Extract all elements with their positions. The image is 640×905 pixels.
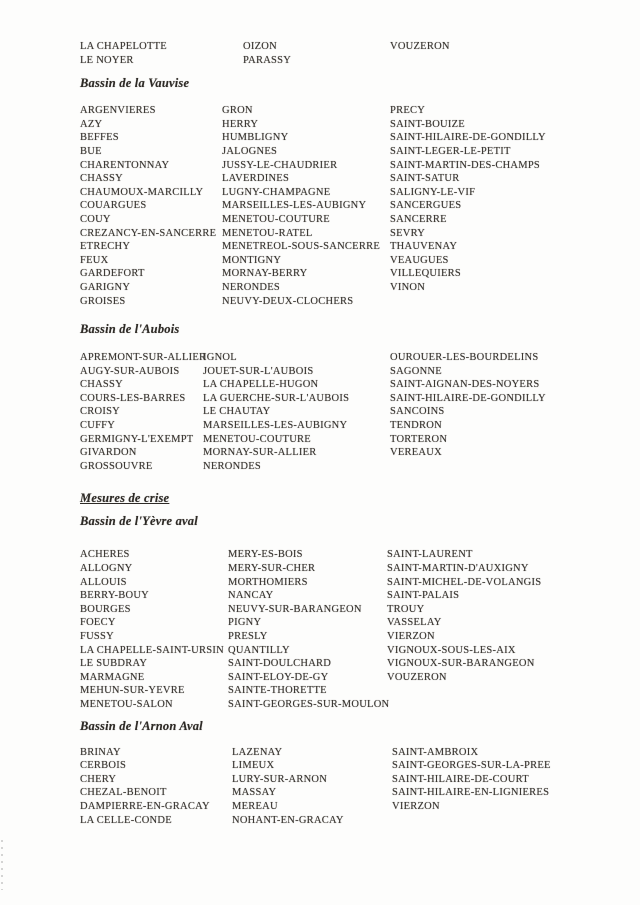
commune-name: ACHERES [80, 549, 130, 561]
commune-name: BOURGES [80, 603, 131, 615]
commune-name: VEAUGUES [390, 254, 449, 266]
commune-name: COUY [80, 213, 111, 225]
commune-name: ALLOUIS [80, 576, 127, 588]
commune-name: SAINT-LEGER-LE-PETIT [390, 145, 511, 157]
commune-name: LAVERDINES [222, 173, 290, 185]
intro-column-1 [80, 40, 243, 67]
commune-name: LA CHAPELOTTE [80, 41, 167, 52]
commune-name: SEVRY [390, 227, 426, 239]
crisis-measures-heading: Mesures de crise [80, 491, 170, 506]
commune-name: PRECY [390, 105, 426, 117]
commune-name: MEREAU [232, 800, 278, 812]
commune-name: SAINT-PALAIS [387, 590, 460, 602]
commune-name: SALIGNY-LE-VIF [390, 186, 476, 198]
section-heading-yevre-aval: Bassin de l'Yèvre aval [80, 514, 198, 529]
commune-name: HERRY [222, 118, 259, 130]
commune-name: LE CHAUTAY [203, 406, 271, 418]
commune-name: OUROUER-LES-BOURDELINS [390, 352, 539, 364]
commune-name: LIMEUX [232, 760, 275, 772]
commune-name: FOECY [80, 617, 116, 629]
commune-name: MARSEILLES-LES-AUBIGNY [222, 200, 367, 212]
commune-name: GRON [222, 105, 253, 117]
commune-name: MONTIGNY [222, 254, 282, 266]
commune-name: GARIGNY [80, 281, 131, 293]
commune-name: SAGONNE [390, 365, 442, 377]
commune-name: MARSEILLES-LES-AUBIGNY [203, 420, 348, 432]
commune-name: CHERY [80, 773, 117, 785]
commune-name: VIERZON [387, 631, 435, 642]
commune-name: MENETOU-SALON [80, 698, 173, 710]
commune-name: SANCERGUES [390, 200, 462, 212]
commune-name: PIGNY [228, 617, 262, 629]
arnon-column-1 [80, 746, 232, 828]
commune-name: JALOGNES [222, 145, 278, 157]
commune-name: GARDEFORT [80, 268, 145, 280]
commune-name: OIZON [243, 41, 277, 52]
commune-name: SAINT-MARTIN-DES-CHAMPS [390, 159, 540, 171]
commune-name: NERONDES [222, 281, 281, 293]
commune-name: MERY-ES-BOIS [228, 549, 303, 561]
commune-name: VOUZERON [390, 41, 450, 52]
commune-name: CUFFY [80, 420, 116, 432]
commune-name: SAINT-HILAIRE-DE-GONDILLY [390, 392, 546, 404]
commune-name: NEUVY-DEUX-CLOCHERS [222, 295, 354, 307]
commune-name: LA GUERCHE-SUR-L'AUBOIS [203, 392, 350, 404]
commune-list-yevre-aval [80, 548, 610, 711]
section-heading-aubois: Bassin de l'Aubois [80, 322, 180, 337]
commune-name: BUE [80, 145, 102, 157]
commune-name: FUSSY [80, 631, 114, 642]
commune-name: SAINT-HILAIRE-DE-GONDILLY [390, 132, 546, 144]
commune-name: ETRECHY [80, 241, 131, 253]
commune-name: FEUX [80, 254, 109, 266]
commune-name: THAUVENAY [390, 241, 458, 253]
commune-name: NEUVY-SUR-BARANGEON [228, 603, 362, 615]
commune-name: SAINT-AMBROIX [392, 746, 479, 758]
commune-name: LUGNY-CHAMPAGNE [222, 186, 331, 198]
commune-name: LE SUBDRAY [80, 658, 148, 670]
vauvise-column-1 [80, 104, 222, 308]
commune-name: SAINTE-THORETTE [228, 685, 327, 697]
commune-name: SAINT-HILAIRE-DE-COURT [392, 773, 529, 785]
section-heading-vauvise: Bassin de la Vauvise [80, 76, 190, 91]
commune-name: CHASSY [80, 379, 123, 391]
section-heading-arnon-aval: Bassin de l'Arnon Aval [80, 718, 203, 733]
commune-name: NERONDES [203, 460, 262, 472]
commune-name: SAINT-LAURENT [387, 549, 473, 561]
commune-name: MENETOU-COUTURE [222, 213, 330, 225]
commune-name: CREZANCY-EN-SANCERRE [80, 227, 217, 239]
commune-list-arnon-aval [80, 746, 610, 828]
commune-name: SAINT-GEORGES-SUR-LA-PREE [392, 760, 551, 772]
intro-column-3 [390, 40, 450, 54]
commune-name: COUARGUES [80, 200, 147, 212]
commune-name: CHASSY [80, 173, 123, 185]
commune-name: VIGNOUX-SUR-BARANGEON [387, 658, 535, 670]
commune-name: QUANTILLY [228, 644, 290, 656]
commune-name: LE NOYER [80, 54, 134, 66]
commune-name: SANCERRE [390, 213, 447, 225]
commune-name: SAINT-AIGNAN-DES-NOYERS [390, 379, 540, 391]
commune-name: APREMONT-SUR-ALLIER [80, 352, 207, 364]
vauvise-column-2 [222, 104, 390, 308]
commune-name: MARMAGNE [80, 671, 145, 683]
yevre-column-3 [387, 548, 541, 684]
commune-name: VOUZERON [387, 671, 447, 683]
commune-name: AUGY-SUR-AUBOIS [80, 365, 180, 377]
commune-name: SANCOINS [390, 406, 445, 418]
commune-name: DAMPIERRE-EN-GRACAY [80, 800, 210, 812]
commune-name: LA CELLE-CONDE [80, 814, 172, 826]
commune-name: HUMBLIGNY [222, 132, 289, 144]
yevre-column-2 [228, 548, 390, 711]
commune-name: VINON [390, 281, 426, 293]
commune-name: CHARENTONNAY [80, 159, 170, 171]
commune-name: TENDRON [390, 420, 442, 432]
commune-name: SAINT-GEORGES-SUR-MOULON [228, 698, 390, 710]
commune-name: GERMIGNY-L'EXEMPT [80, 433, 194, 445]
commune-name: MORNAY-SUR-ALLIER [203, 447, 317, 459]
commune-name: CHAUMOUX-MARCILLY [80, 186, 204, 198]
yevre-column-1 [80, 548, 228, 711]
commune-name: SAINT-HILAIRE-EN-LIGNIERES [392, 787, 550, 799]
vauvise-column-3 [390, 104, 546, 294]
arnon-column-2 [232, 746, 392, 828]
commune-name: PARASSY [243, 54, 292, 66]
commune-name: MENETREOL-SOUS-SANCERRE [222, 241, 381, 253]
commune-name: GROSSOUVRE [80, 460, 153, 472]
commune-name: IGNOL [203, 352, 237, 364]
commune-name: BEFFES [80, 132, 119, 144]
commune-name: COURS-LES-BARRES [80, 392, 186, 404]
aubois-column-2 [203, 351, 390, 473]
commune-name: GROISES [80, 295, 126, 307]
commune-name: ALLOGNY [80, 563, 133, 575]
intro-column-2 [243, 40, 390, 67]
commune-list-vauvise [80, 104, 610, 308]
aubois-column-1 [80, 351, 207, 473]
commune-name: LURY-SUR-ARNON [232, 773, 328, 785]
commune-name: JUSSY-LE-CHAUDRIER [222, 159, 338, 171]
commune-name: SAINT-BOUIZE [390, 118, 465, 130]
commune-name: GIVARDON [80, 447, 137, 459]
commune-name: SAINT-MICHEL-DE-VOLANGIS [387, 576, 542, 588]
commune-name: NANCAY [228, 590, 274, 602]
commune-name: SAINT-SATUR [390, 173, 460, 185]
arnon-column-3 [392, 746, 551, 814]
commune-name: VASSELAY [387, 617, 442, 629]
commune-name: MENETOU-COUTURE [203, 433, 311, 445]
scanner-edge-artifact [1, 840, 3, 890]
commune-name: VEREAUX [390, 447, 442, 459]
commune-name: CERBOIS [80, 760, 127, 772]
commune-name: MASSAY [232, 787, 277, 799]
intro-commune-block [80, 0, 610, 67]
commune-name: NOHANT-EN-GRACAY [232, 814, 344, 826]
commune-name: BERRY-BOUY [80, 590, 150, 602]
commune-name: SAINT-MARTIN-D'AUXIGNY [387, 563, 529, 575]
commune-name: ARGENVIERES [80, 105, 156, 117]
commune-name: AZY [80, 118, 103, 130]
commune-name: MORTHOMIERS [228, 576, 308, 588]
commune-name: LAZENAY [232, 746, 283, 758]
commune-name: VIGNOUX-SOUS-LES-AIX [387, 644, 516, 656]
commune-name: SAINT-DOULCHARD [228, 658, 332, 670]
commune-name: MORNAY-BERRY [222, 268, 308, 280]
commune-name: MERY-SUR-CHER [228, 563, 316, 575]
aubois-column-3 [390, 351, 546, 460]
commune-list-aubois [80, 351, 610, 473]
commune-name: TROUY [387, 603, 425, 615]
commune-name: TORTERON [390, 433, 448, 445]
commune-name: VIERZON [392, 800, 440, 812]
commune-name: LA CHAPELLE-SAINT-URSIN [80, 644, 224, 656]
commune-name: LA CHAPELLE-HUGON [203, 379, 319, 391]
commune-name: MENETOU-RATEL [222, 227, 313, 239]
commune-name: MEHUN-SUR-YEVRE [80, 685, 185, 697]
commune-name: PRESLY [228, 631, 268, 642]
commune-name: SAINT-ELOY-DE-GY [228, 671, 329, 683]
commune-name: BRINAY [80, 746, 121, 758]
commune-name: CROISY [80, 406, 121, 418]
commune-name: JOUET-SUR-L'AUBOIS [203, 365, 314, 377]
commune-name: CHEZAL-BENOIT [80, 787, 167, 799]
commune-name: VILLEQUIERS [390, 268, 461, 280]
